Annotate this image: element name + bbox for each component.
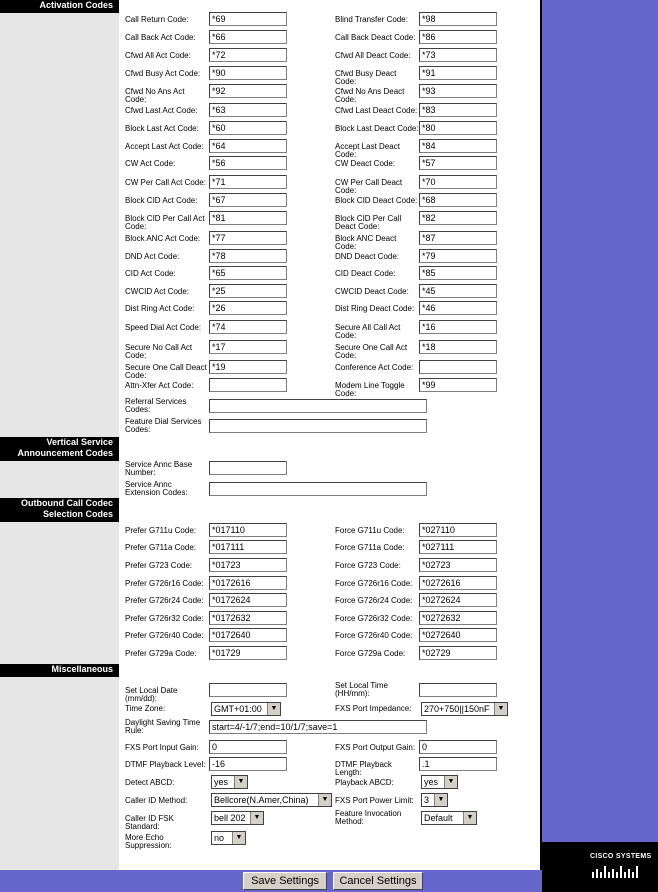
code-input-right[interactable]: *70 (419, 175, 497, 189)
code-label-right: Cfwd Last Deact Code: (335, 106, 418, 115)
left-panel (0, 0, 119, 870)
code-input-left[interactable]: *25 (209, 284, 287, 298)
code-label-left: CWCID Act Code: (125, 287, 190, 296)
annc-ext-input[interactable] (209, 482, 427, 496)
codec-label-right: Force G729a Code: (335, 649, 406, 658)
codec-input-left[interactable]: *017110 (209, 523, 287, 537)
code-label-left: Cfwd No Ans Act Code: (125, 87, 185, 104)
codec-input-left[interactable]: *0172616 (209, 576, 287, 590)
codec-input-right[interactable]: *02723 (419, 558, 497, 572)
code-input-left[interactable]: *77 (209, 231, 287, 245)
code-label-left: Accept Last Act Code: (125, 142, 204, 151)
fxs-power-limit-select[interactable] (421, 793, 448, 807)
code-label-left: Speed Dial Act Code: (125, 323, 202, 332)
codec-label-left: Prefer G726r40 Code: (125, 631, 204, 640)
codec-label-right: Force G726r24 Code: (335, 596, 413, 605)
caller-id-fsk-select[interactable] (211, 811, 264, 825)
caller-id-method-select[interactable] (211, 793, 332, 807)
fxs-power-limit-value: 3 (424, 795, 430, 805)
caller-id-fsk-label: Caller ID FSK Standard: (125, 814, 174, 831)
code-input-right[interactable]: *85 (419, 266, 497, 280)
cisco-bridge-logo-icon (591, 864, 639, 878)
caller-id-method-label: Caller ID Method: (125, 796, 188, 805)
code-label-left: DND Act Code: (125, 252, 180, 261)
code-label-right: CID Deact Code: (335, 269, 396, 278)
feature-dial-input[interactable] (209, 419, 427, 433)
codec-label-left: Prefer G726r16 Code: (125, 579, 204, 588)
code-label-right: CWCID Deact Code: (335, 287, 409, 296)
code-input-right[interactable]: *99 (419, 378, 497, 392)
annc-ext-label: Service Annc Extension Codes: (125, 480, 188, 497)
code-input-right[interactable]: *45 (419, 284, 497, 298)
code-label-left: Block CID Act Code: (125, 196, 198, 205)
code-input-right[interactable]: *57 (419, 156, 497, 170)
code-input-left[interactable]: *17 (209, 340, 287, 354)
code-input-left[interactable]: *72 (209, 48, 287, 62)
feature-invocation-select[interactable] (421, 811, 477, 825)
chevron-down-icon: ▼ (463, 812, 476, 824)
chevron-down-icon: ▼ (250, 812, 263, 824)
code-input-right[interactable]: *79 (419, 249, 497, 263)
codec-input-left[interactable]: *017111 (209, 540, 287, 554)
caller-id-method-value: Bellcore(N.Amer,China) (214, 795, 309, 805)
code-input-left[interactable]: *67 (209, 193, 287, 207)
code-label-right: Cfwd Busy Deact Code: (335, 69, 397, 86)
code-label-right: Cfwd No Ans Deact Code: (335, 87, 405, 104)
chevron-down-icon: ▼ (444, 776, 457, 788)
codec-label-left: Prefer G711a Code: (125, 543, 197, 552)
code-input-left[interactable]: *63 (209, 103, 287, 117)
code-input-left[interactable]: *81 (209, 211, 287, 225)
dst-rule-label: Daylight Saving Time Rule: (125, 718, 201, 735)
code-label-left: CW Act Code: (125, 159, 176, 168)
playback-abcd-label: Playback ABCD: (335, 778, 394, 787)
code-input-right[interactable]: *86 (419, 30, 497, 44)
playback-abcd-select[interactable] (421, 775, 458, 789)
code-label-right: Accept Last Deact Code: (335, 142, 400, 159)
code-label-right: CW Deact Code: (335, 159, 396, 168)
fxs-impedance-select[interactable] (421, 702, 508, 716)
code-input-left[interactable]: *26 (209, 301, 287, 315)
code-label-right: Blind Transfer Code: (335, 15, 408, 24)
code-input-left[interactable]: *65 (209, 266, 287, 280)
code-input-right[interactable]: *98 (419, 12, 497, 26)
code-input-left[interactable]: *69 (209, 12, 287, 26)
code-label-left: Block Last Act Code: (125, 124, 199, 133)
codec-label-left: Prefer G723 Code: (125, 561, 193, 570)
fxs-power-limit-label: FXS Port Power Limit: (335, 796, 414, 805)
dst-rule-input[interactable]: start=4/-1/7;end=10/1/7;save=1 (209, 720, 427, 734)
chevron-down-icon: ▼ (267, 703, 280, 715)
code-input-left[interactable]: *66 (209, 30, 287, 44)
code-label-right: Cfwd All Deact Code: (335, 51, 411, 60)
time-zone-label: Time Zone: (125, 704, 166, 713)
annc-base-label: Service Annc Base Number: (125, 460, 193, 477)
set-local-time-input[interactable] (419, 683, 497, 697)
code-label-right: Modem Line Toggle Code: (335, 381, 405, 398)
code-label-left: Secure No Call Act Code: (125, 343, 193, 360)
fxs-impedance-value: 270+750||150nF (424, 704, 490, 714)
code-input-left[interactable]: *90 (209, 66, 287, 80)
chevron-down-icon: ▼ (232, 832, 245, 844)
code-label-left: Attn-Xfer Act Code: (125, 381, 194, 390)
set-local-time-label: Set Local Time (HH/mm): (335, 681, 388, 698)
code-input-right[interactable]: *16 (419, 320, 497, 334)
feature-dial-label: Feature Dial Services Codes: (125, 417, 202, 434)
cancel-settings-button[interactable]: Cancel Settings (333, 872, 423, 890)
dtmf-level-input[interactable]: -16 (209, 757, 287, 771)
codec-input-right[interactable]: *0272616 (419, 576, 497, 590)
fxs-impedance-label: FXS Port Impedance: (335, 704, 412, 713)
fxs-input-gain-label: FXS Port Input Gain: (125, 743, 199, 752)
code-label-right: Secure One Call Act Code: (335, 343, 408, 360)
code-label-left: Block ANC Act Code: (125, 234, 201, 243)
section-header-outbound: Outbound Call Codec Selection Codes (0, 498, 119, 522)
code-label-right: Dist Ring Deact Code: (335, 304, 415, 313)
right-panel (542, 0, 658, 870)
code-label-right: Call Back Deact Code: (335, 33, 416, 42)
codec-input-right[interactable]: *02729 (419, 646, 497, 660)
code-label-left: Cfwd Last Act Code: (125, 106, 198, 115)
more-echo-label: More Echo Suppression: (125, 833, 172, 850)
codec-label-right: Force G726r40 Code: (335, 631, 413, 640)
code-input-left[interactable]: *64 (209, 139, 287, 153)
codec-input-left[interactable]: *01723 (209, 558, 287, 572)
codec-label-left: Prefer G711u Code: (125, 526, 197, 535)
set-local-date-label: Set Local Date (mm/dd): (125, 686, 178, 703)
feature-invocation-label: Feature Invocation Method: (335, 809, 402, 826)
more-echo-value: no (214, 833, 225, 843)
code-input-left[interactable] (209, 378, 287, 392)
code-input-right[interactable]: *73 (419, 48, 497, 62)
dtmf-length-input[interactable]: .1 (419, 757, 497, 771)
codec-input-right[interactable]: *0272632 (419, 611, 497, 625)
save-settings-button[interactable]: Save Settings (243, 872, 327, 890)
code-label-left: CID Act Code: (125, 269, 176, 278)
time-zone-value: GMT+01:00 (214, 704, 262, 714)
section-header-vertical: Vertical Service Announcement Codes (0, 437, 119, 461)
dtmf-length-label: DTMF Playback Length: (335, 760, 392, 777)
chevron-down-icon: ▼ (318, 794, 331, 806)
code-label-left: Call Return Code: (125, 15, 189, 24)
feature-invocation-value: Default (424, 813, 453, 823)
set-local-date-input[interactable] (209, 683, 287, 697)
chevron-down-icon: ▼ (434, 794, 447, 806)
fxs-output-gain-label: FXS Port Output Gain: (335, 743, 416, 752)
code-input-right[interactable]: *18 (419, 340, 497, 354)
code-input-right[interactable]: *91 (419, 66, 497, 80)
detect-abcd-select[interactable] (211, 775, 248, 789)
referral-services-input[interactable] (209, 399, 427, 413)
code-input-left[interactable]: *60 (209, 121, 287, 135)
codec-label-right: Force G711u Code: (335, 526, 405, 535)
caller-id-fsk-value: bell 202 (214, 813, 246, 823)
codec-label-left: Prefer G726r24 Code: (125, 596, 204, 605)
codec-input-left[interactable]: *0172640 (209, 628, 287, 642)
codec-input-right[interactable]: *027111 (419, 540, 497, 554)
codec-input-left[interactable]: *0172632 (209, 611, 287, 625)
fxs-input-gain-input[interactable]: 0 (209, 740, 287, 754)
codec-label-right: Force G726r16 Code: (335, 579, 413, 588)
time-zone-select[interactable] (211, 702, 281, 716)
code-label-right: Block Last Deact Code: (335, 124, 419, 133)
codec-label-right: Force G711a Code: (335, 543, 405, 552)
playback-abcd-value: yes (424, 777, 439, 787)
code-label-left: Block CID Per Call Act Code: (125, 214, 205, 231)
dtmf-level-label: DTMF Playback Level: (125, 760, 206, 769)
code-input-right[interactable]: *93 (419, 84, 497, 98)
code-input-left[interactable]: *19 (209, 360, 287, 374)
code-label-right: Block CID Deact Code: (335, 196, 418, 205)
section-header-misc: Miscellaneous (0, 664, 119, 677)
code-label-right: Conference Act Code: (335, 363, 414, 372)
code-input-right[interactable]: *83 (419, 103, 497, 117)
more-echo-select[interactable] (211, 831, 246, 845)
codec-label-left: Prefer G726r32 Code: (125, 614, 204, 623)
codec-label-right: Force G723 Code: (335, 561, 401, 570)
cisco-logo-text: CISCO SYSTEMS (590, 853, 652, 860)
code-label-right: Block CID Per Call Deact Code: (335, 214, 402, 231)
code-input-right[interactable]: *82 (419, 211, 497, 225)
chevron-down-icon: ▼ (494, 703, 507, 715)
code-input-left[interactable]: *74 (209, 320, 287, 334)
detect-abcd-value: yes (214, 777, 229, 787)
codec-input-right[interactable]: *027110 (419, 523, 497, 537)
code-input-left[interactable]: *78 (209, 249, 287, 263)
codec-input-right[interactable]: *0272624 (419, 593, 497, 607)
referral-label: Referral Services Codes: (125, 397, 187, 414)
fxs-output-gain-input[interactable]: 0 (419, 740, 497, 754)
code-label-left: Secure One Call Deact Code: (125, 363, 207, 380)
code-label-left: CW Per Call Act Code: (125, 178, 206, 187)
annc-base-input[interactable] (209, 461, 287, 475)
code-input-right[interactable]: *46 (419, 301, 497, 315)
code-label-left: Call Back Act Code: (125, 33, 196, 42)
code-input-left[interactable]: *71 (209, 175, 287, 189)
detect-abcd-label: Detect ABCD: (125, 778, 175, 787)
code-label-right: Block ANC Deact Code: (335, 234, 397, 251)
codec-input-left[interactable]: *01729 (209, 646, 287, 660)
codec-label-right: Force G726r32 Code: (335, 614, 413, 623)
code-label-right: DND Deact Code: (335, 252, 400, 261)
code-label-right: Secure All Call Act Code: (335, 323, 401, 340)
chevron-down-icon: ▼ (234, 776, 247, 788)
code-input-right[interactable]: *80 (419, 121, 497, 135)
codec-label-left: Prefer G729a Code: (125, 649, 197, 658)
code-label-left: Cfwd Busy Act Code: (125, 69, 201, 78)
codec-input-left[interactable]: *0172624 (209, 593, 287, 607)
code-input-left[interactable]: *92 (209, 84, 287, 98)
codec-input-right[interactable]: *0272640 (419, 628, 497, 642)
code-input-right[interactable]: *84 (419, 139, 497, 153)
code-input-right[interactable]: *68 (419, 193, 497, 207)
code-label-left: Dist Ring Act Code: (125, 304, 195, 313)
code-input-right[interactable]: *87 (419, 231, 497, 245)
section-header-activation: Activation Codes (0, 0, 119, 13)
code-label-right: CW Per Call Deact Code: (335, 178, 403, 195)
code-input-right[interactable] (419, 360, 497, 374)
code-input-left[interactable]: *56 (209, 156, 287, 170)
code-label-left: Cfwd All Act Code: (125, 51, 191, 60)
